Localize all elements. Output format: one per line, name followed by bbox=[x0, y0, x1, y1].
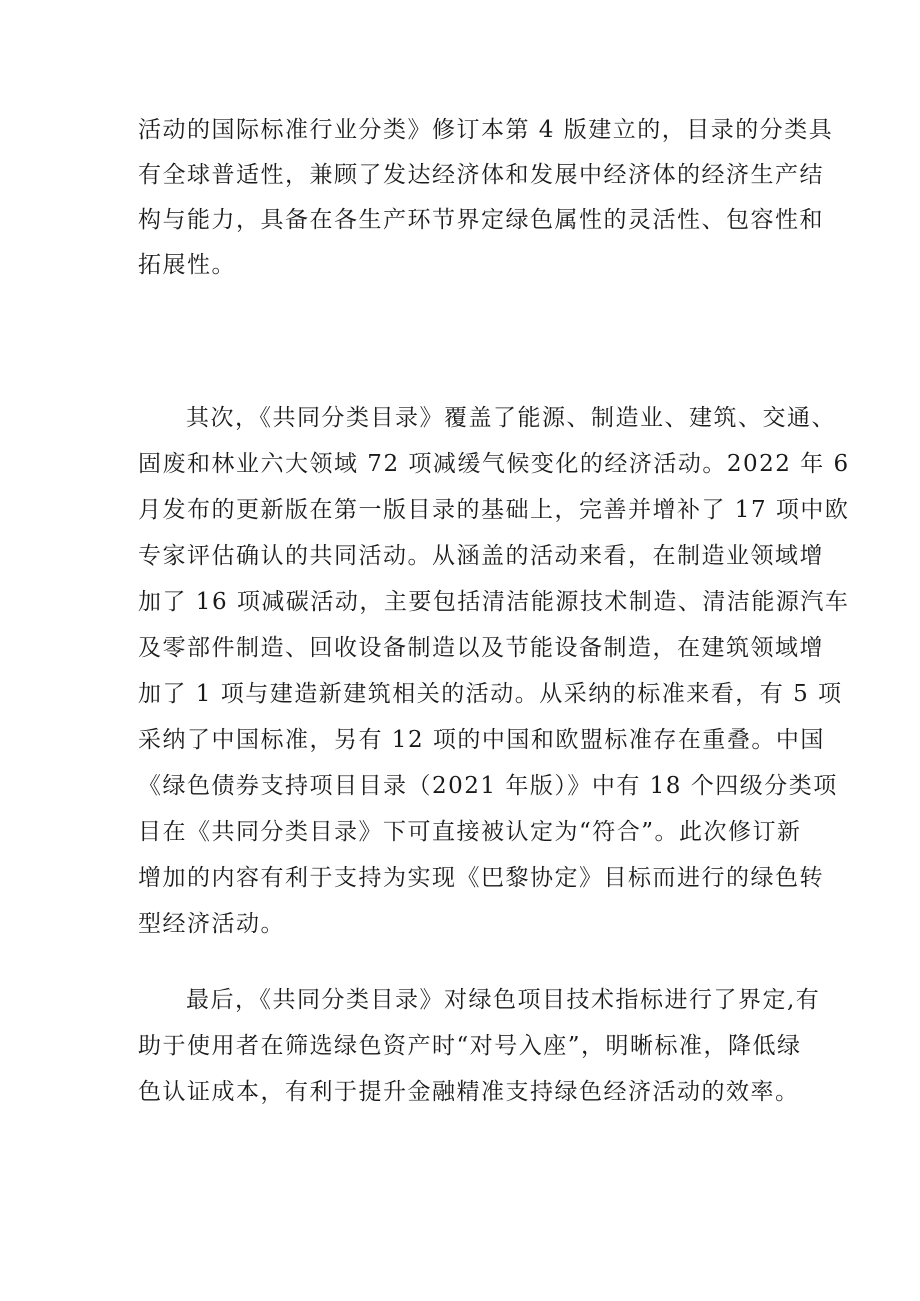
text-line: 专家评估确认的共同活动。从涵盖的活动来看，在制造业领域增 bbox=[138, 543, 824, 569]
text-line: 最后，《共同分类目录》对绿色项目技术指标进行了界定,有 bbox=[186, 987, 821, 1013]
text-line: 月发布的更新版在第一版目录的基础上，完善并增补了 17 项中欧 bbox=[138, 497, 850, 523]
text-line: 助于使用者在筛选绿色资产时“对号入座”，明晰标准，降低绿 bbox=[138, 1033, 802, 1059]
text-line: 《绿色债券支持项目目录（2021 年版）》中有 18 个四级分类项 bbox=[138, 773, 838, 799]
text-line: 活动的国际标准行业分类》修订本第 4 版建立的，目录的分类具 bbox=[138, 117, 834, 143]
text-line: 固废和林业六大领域 72 项减缓气候变化的经济活动。2022 年 6 bbox=[138, 451, 850, 477]
text-line: 拓展性。 bbox=[138, 252, 236, 278]
text-line: 加了 16 项减碳活动，主要包括清洁能源技术制造、清洁能源汽车 bbox=[138, 589, 850, 615]
text-line: 型经济活动。 bbox=[138, 911, 285, 937]
text-line: 及零部件制造、回收设备制造以及节能设备制造，在建筑领域增 bbox=[138, 635, 824, 661]
text-line: 加了 1 项与建造新建筑相关的活动。从采纳的标准来看，有 5 项 bbox=[138, 681, 843, 707]
text-line: 色认证成本，有利于提升金融精准支持绿色经济活动的效率。 bbox=[138, 1079, 800, 1105]
text-line: 构与能力，具备在各生产环节界定绿色属性的灵活性、包容性和 bbox=[138, 207, 824, 233]
text-line: 目在《共同分类目录》下可直接被认定为“符合”。此次修订新 bbox=[138, 819, 802, 845]
text-line: 其次，《共同分类目录》覆盖了能源、制造业、建筑、交通、 bbox=[186, 405, 836, 431]
text-line: 增加的内容有利于支持为实现《巴黎协定》目标而进行的绿色转 bbox=[138, 865, 824, 891]
text-line: 有全球普适性，兼顾了发达经济体和发展中经济体的经济生产结 bbox=[138, 162, 824, 188]
text-line: 采纳了中国标准，另有 12 项的中国和欧盟标准存在重叠。中国 bbox=[138, 727, 825, 753]
